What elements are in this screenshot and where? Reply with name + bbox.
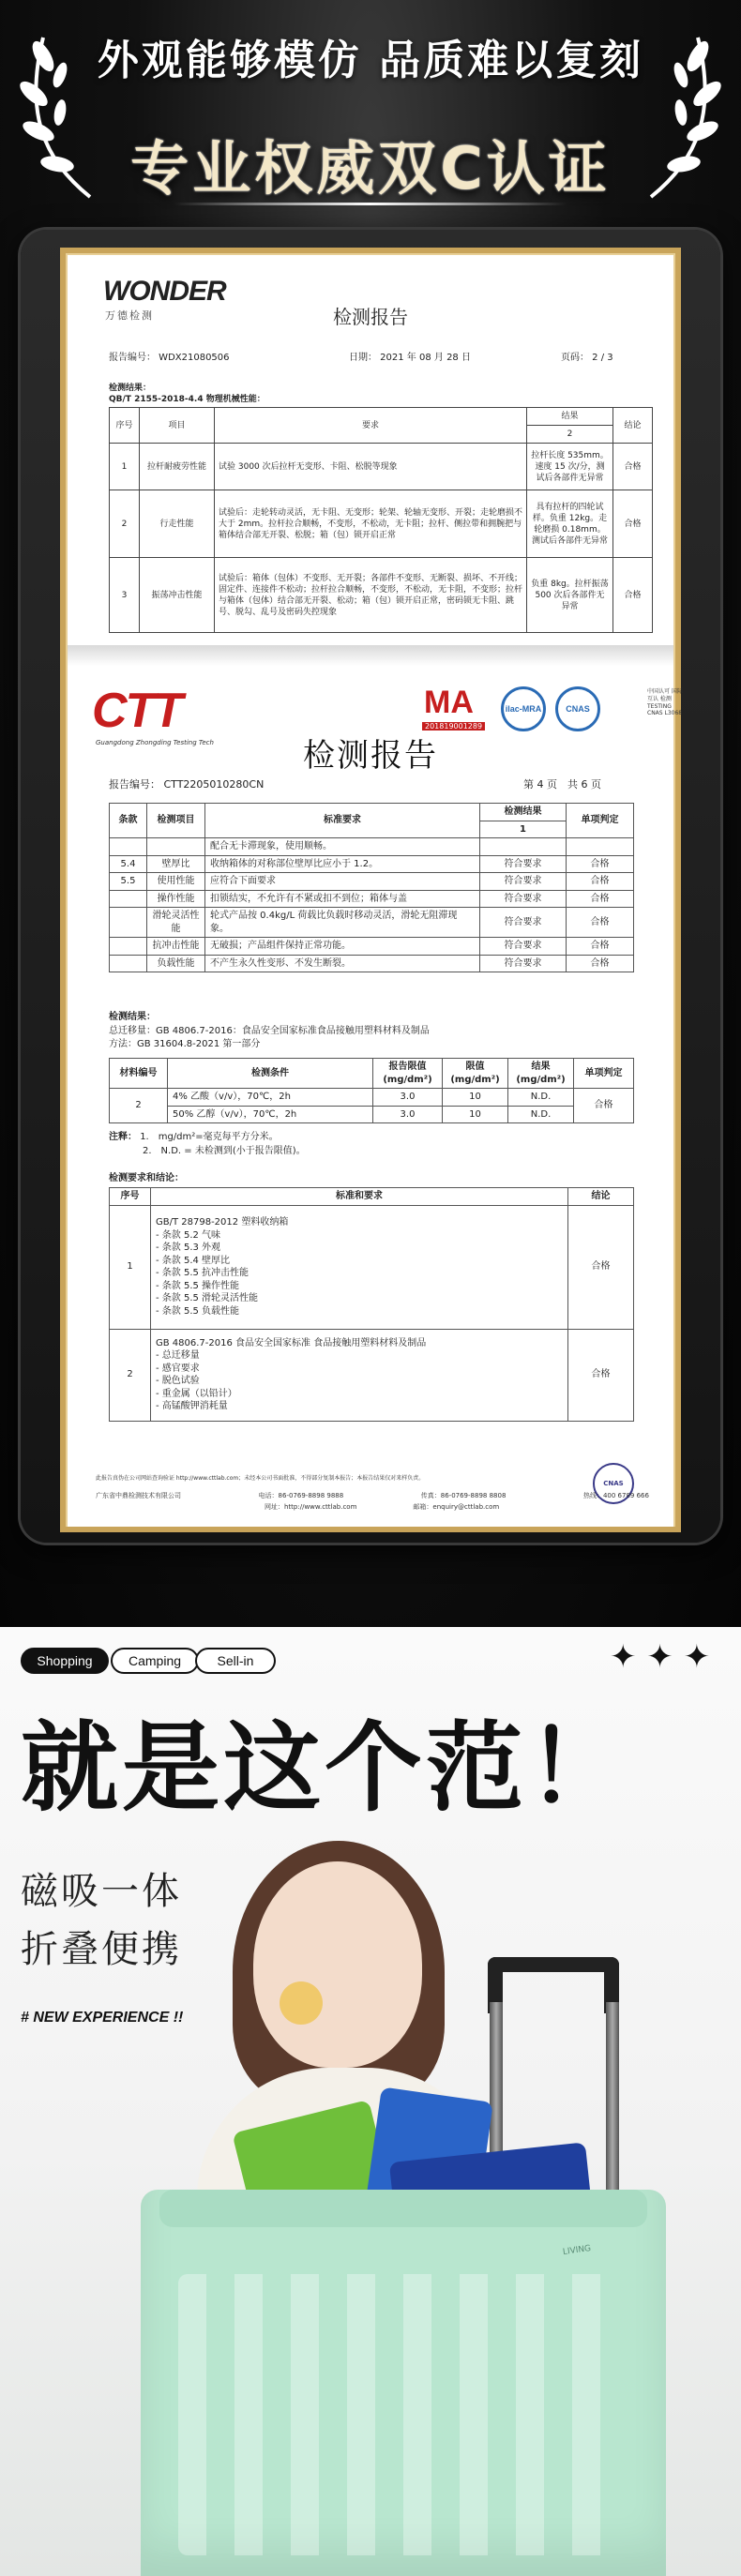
- table-row: 2 GB 4806.7-2016 食品安全国家标准 食品接触用塑料材料及制品 - 总迁移量 - 感官要求 - 脱色试验 - 重金属（以铅计） - 高锰酸钾消耗量 合格: [110, 1329, 634, 1421]
- report2-number: 报告编号： CTT2205010280CN: [109, 778, 265, 791]
- t1-header: 项目: [140, 408, 215, 444]
- cnas-stamp-icon: CNAS: [593, 1463, 634, 1504]
- report2-table2: 材料编号 检测条件 报告限值 (mg/dm²) 限值 (mg/dm²) 结果 (mg/dm²) 单项判定 2 4% 乙酸（v/v），70℃，2h 3.0 10 N.D. 合格 50% 乙醇（v/v），70℃，2h 3.0 10 N.D.: [109, 1058, 634, 1123]
- table-row: 3 振荡冲击性能 试验后：箱体（包体）不变形、无开裂；各部件不变形、无断裂、损坏、不开线；固定件、连接件不松动；拉杆拉合顺畅，不变形，不松动，无卡阻，不变形；拉杆与箱体（包体）结合部无开裂、松动；箱（包）锁开启正常，密码锁无卡阻、跳号、脱勾、乱号及密码失控现象 负重 8kg。拉杆振荡 500 次后各部件无异常 合格: [110, 558, 653, 633]
- t1-header: 结果: [527, 408, 613, 426]
- report-fold-shadow: [68, 645, 673, 666]
- product-headline: 就是这个范！: [21, 1710, 629, 1825]
- ctt-logo: CTT: [92, 684, 182, 738]
- ilac-badge-icon: ilac-MRA: [501, 686, 546, 731]
- report1-standard: QB/T 2155-2018-4.4 物理机械性能：: [109, 395, 265, 404]
- cnas-side-text: 中国认可 国际互认 检测 TESTING CNAS L3068: [647, 688, 683, 717]
- t1-header-sub: 2: [527, 426, 613, 444]
- ma-number: 201819001289: [422, 722, 485, 731]
- report2-table3: 序号 标准和要求 结论 1 GB/T 28798-2012 塑料收纳箱 - 条款 5.2 气味 - 条款 5.3 外观 - 条款 5.4 壁厚比 - 条款 5.5 抗冲击性能 - 条款 5.5 操作性能 - 条款 5.5 滑轮灵活性能 - 条款 5.5 负载性能 合格 2 GB 4806.7-2016 食品安全国家标准 食品接触用塑料材料及制品 - 总迁移量 - 感官要求 - 脱色试验 - 重金属（以铅计） - 高锰酸钾消耗量 合格: [109, 1187, 634, 1422]
- table-row: 抗冲击性能 无破损；产品组件保持正常功能。 符合要求 合格: [110, 938, 634, 956]
- table-row: 负载性能 不产生永久性变形、不发生断裂。 符合要求 合格: [110, 955, 634, 972]
- wonder-report: [68, 255, 673, 658]
- stage-light-line: [174, 203, 567, 205]
- slogan-magnetic: 磁吸一体: [21, 1870, 182, 1913]
- table-row: 2 行走性能 试验后：走轮转动灵活，无卡阻、无变形；轮架、轮轴无变形、开裂；走轮磨损不大于 2mm。拉杆拉合顺畅，不变形，不松动，无卡阻；拉杆、侧拉带和拥腕把与箱体结合部无开裂、松脱；箱（包）锁开启正常 具有拉杆的四轮试样。负重 12kg。走轮磨损 0.18mm。测试后各部件无异常 合格: [110, 490, 653, 558]
- report2-footer-web: 网址：http://www.cttlab.com 邮箱：enquiry@cttlab.com: [265, 1503, 500, 1511]
- crate-label: LIVING: [562, 2243, 592, 2258]
- table-row: 5.4 壁厚比 收纳箱体的对称部位壁厚比应小于 1.2。 符合要求 合格: [110, 855, 634, 873]
- report2-footer-contacts: 广东省中鼎检测技术有限公司 电话：86-0769-8898 9888 传真：86-0769-8898 8808 热线：400 6789 666: [96, 1492, 649, 1499]
- ctt-report: [68, 666, 683, 1527]
- tag-shopping: Shopping: [21, 1648, 109, 1674]
- crate-rim: [159, 2190, 647, 2227]
- report1-title: 检测报告: [333, 306, 408, 328]
- report2-page: 第 4 页 共 6 页: [523, 778, 601, 791]
- table-row: 滑轮灵活性能 轮式产品按 0.4kg/L 荷载比负载时移动灵活，滑轮无阻滞现象。 符合要求 合格: [110, 908, 634, 938]
- table-row: 5.5 使用性能 应符合下面要求 符合要求 合格: [110, 873, 634, 891]
- report1-number: 报告编号： WDX21080506: [109, 353, 230, 363]
- crate-slots: [178, 2274, 628, 2555]
- table-row: 操作性能 扣锁结实，不允许有不紧或扣不到位；箱体与盖 符合要求 合格: [110, 890, 634, 908]
- slogan-foldable: 折叠便携: [21, 1928, 182, 1971]
- t1-header: 序号: [110, 408, 140, 444]
- ctt-logo-sub: Guangdong Zhongding Testing Tech: [96, 739, 214, 746]
- tag-camping: Camping: [111, 1648, 199, 1674]
- report1-table: [109, 407, 653, 633]
- table-row: 1 拉杆耐疲劳性能 试验 3000 次后拉杆无变形、卡阻、松脱等现象 拉杆长度 535mm。速度 15 次/分，测试后各部件无异常 合格: [110, 444, 653, 490]
- report1-page: 页码： 2 / 3: [561, 353, 613, 363]
- section3-title: 检测要求和结论：: [109, 1173, 184, 1183]
- ma-logo: MA: [424, 685, 474, 720]
- banner-subheadline: 专业权威双C认证: [130, 134, 611, 203]
- banner-headline: 外观能够模仿 品质难以复刻: [97, 37, 644, 84]
- wonder-logo: WONDER: [103, 276, 226, 307]
- sparkle-icon: ✦ ✦ ✦: [610, 1638, 711, 1676]
- table-row: 1 GB/T 28798-2012 塑料收纳箱 - 条款 5.2 气味 - 条款 5.3 外观 - 条款 5.4 壁厚比 - 条款 5.5 抗冲击性能 - 条款 5.5 操作性能 - 条款 5.5 滑轮灵活性能 - 条款 5.5 负载性能 合格: [110, 1205, 634, 1329]
- table-row: 50% 乙醇（v/v），70℃，2h 3.0 10 N.D.: [110, 1106, 634, 1123]
- potato-chip: [280, 1981, 323, 2025]
- product-section: [0, 1627, 741, 2576]
- report2-footer-text: 此报告真伪在公司网站查询验证 http://www.cttlab.com；未经本公司书面批准，不得部分复制本报告；本报告结果仅对来样负责。: [96, 1475, 425, 1482]
- report1-date: 日期： 2021 年 08 月 28 日: [349, 353, 471, 363]
- t1-header: 要求: [215, 408, 527, 444]
- notes-block: 注释： 1. mg/dm²=毫克每平方分米。 2. N.D. = 未检测到(小于报告限值)。: [109, 1132, 306, 1156]
- cnas-badge-icon: CNAS: [555, 686, 600, 731]
- tag-sell-in: Sell-in: [195, 1648, 276, 1674]
- wonder-logo-cn: 万德检测: [105, 309, 154, 322]
- table-row: 配合无卡滞现象，使用顺畅。: [110, 838, 634, 856]
- report2-title: 检测报告: [303, 737, 438, 775]
- t1-header: 结论: [613, 408, 653, 444]
- report1-section: 检测结果：: [109, 384, 152, 393]
- migration-block: 检测结果： 总迁移量：GB 4806.7-2016：食品安全国家标准食品接触用塑料材料及制品 方法：GB 31604.8-2021 第一部分: [109, 1012, 430, 1049]
- new-experience-tag: # NEW EXPERIENCE !!: [21, 2010, 184, 2026]
- model-face: [253, 1861, 422, 2068]
- table-row: 2 4% 乙酸（v/v），70℃，2h 3.0 10 N.D. 合格: [110, 1089, 634, 1107]
- report2-table1: 条款 检测项目 标准要求 检测结果 单项判定 1 配合无卡滞现象，使用顺畅。 5.4 壁厚比 收纳箱体的对称部位壁厚比应小于 1.2。 符合要求 合格 5.5 使用性能 应符合下面要求 符合要求 合格 操作性能 扣锁结实，不允许有不紧或扣不到位；箱体与盖 符合要求 合格 滑轮灵活性能 轮式产品按 0.4kg/L 荷载比负载时移动灵活，滑轮无阻滞现象。 符合要求 合格 抗冲击性能 无破损；产品组件保持正常功能。 符合要求 合格 负载性能 不产生永久性变形、不发生断裂。 符合要求 合格: [109, 803, 634, 972]
- trolley-handle: [488, 1957, 619, 2013]
